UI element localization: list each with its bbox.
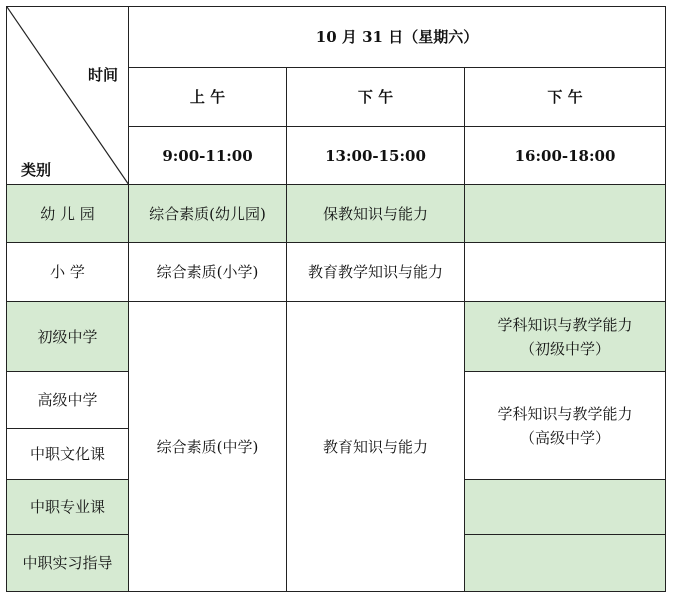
category-primary: 小 学 xyxy=(7,243,129,302)
junior-subject-line: 学科知识与教学能力 xyxy=(497,315,633,334)
corner-time-label: 时间 xyxy=(87,66,118,84)
category-vocational-internship: 中职实习指导 xyxy=(7,535,129,592)
date-header: 10 月 31 日（星期六） xyxy=(129,7,666,68)
junior-level-line: （初级中学） xyxy=(520,339,611,358)
period-time-1: 9:00-11:00 xyxy=(129,127,287,185)
period-time-2: 13:00-15:00 xyxy=(287,127,465,185)
corner-category-label: 类别 xyxy=(21,161,52,179)
category-vocational-culture: 中职文化课 xyxy=(7,429,129,480)
primary-session-2: 教育教学知识与能力 xyxy=(287,243,465,302)
category-junior-high: 初级中学 xyxy=(7,302,129,372)
middle-session-1: 综合素质(中学) xyxy=(129,302,287,592)
primary-session-1: 综合素质(小学) xyxy=(129,243,287,302)
category-vocational-major: 中职专业课 xyxy=(7,480,129,535)
period-time-3: 16:00-18:00 xyxy=(465,127,666,185)
vocational-internship-session-3 xyxy=(465,535,666,592)
primary-session-3 xyxy=(465,243,666,302)
period-label-1: 上 午 xyxy=(129,68,287,127)
period-label-3: 下 午 xyxy=(465,68,666,127)
header-corner-cell xyxy=(7,7,129,185)
senior-level-line: （高级中学） xyxy=(520,428,611,447)
category-senior-high: 高级中学 xyxy=(7,372,129,429)
vocational-major-session-3 xyxy=(465,480,666,535)
exam-schedule-table xyxy=(6,6,666,592)
category-kindergarten: 幼 儿 园 xyxy=(7,185,129,243)
junior-session-3 xyxy=(465,302,666,372)
senior-session-3 xyxy=(465,372,666,480)
kindergarten-session-1: 综合素质(幼儿园) xyxy=(129,185,287,243)
middle-session-2: 教育知识与能力 xyxy=(287,302,465,592)
kindergarten-session-2: 保教知识与能力 xyxy=(287,185,465,243)
period-label-2: 下 午 xyxy=(287,68,465,127)
senior-subject-line: 学科知识与教学能力 xyxy=(497,404,633,423)
kindergarten-session-3 xyxy=(465,185,666,243)
